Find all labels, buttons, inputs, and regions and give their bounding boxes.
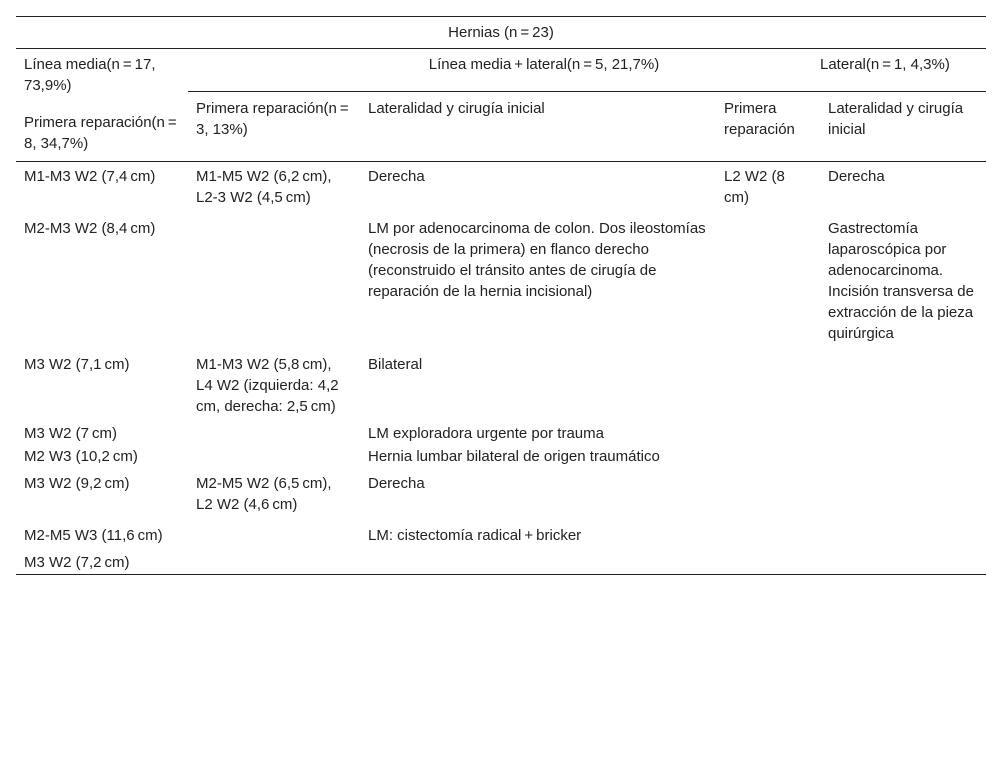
table-row [16,349,986,422]
cell-lateralidad-lateral: Gastrectomía laparoscópica por adenocarcinoma. Incisión transversa de extracción de la pieza quirúrgica [828,220,974,342]
subheader-primera-reparacion-lateral: Primera reparación [716,91,820,161]
cell-lateralidad-lateral [820,422,986,445]
cell-primera-reparacion-lateral: L2 W2 (8 cm) [724,168,788,206]
table-row [16,520,986,551]
cell-lateralidad: Hernia lumbar bilateral de origen traumático [368,448,660,465]
cell-primera-reparacion-lateral [716,422,820,445]
cell-linea-media: M2-M5 W3 (11,6 cm) [24,527,163,544]
cell-primera-reparacion-lateral [716,349,820,422]
table-row [16,551,986,575]
cell-primera-reparacion [188,520,360,551]
cell-lateralidad: LM: cistectomía radical + bricker [368,527,582,544]
cell-lateralidad-lateral [820,445,986,468]
hernias-table [16,16,986,575]
cell-linea-media: M3 W2 (7,1 cm) [24,356,130,373]
cell-lateralidad-lateral [820,520,986,551]
subheader-lateralidad-media-lateral: Lateralidad y cirugía inicial [360,91,716,161]
cell-linea-media: M3 W2 (9,2 cm) [24,475,130,492]
table-row [16,422,986,445]
cell-primera-reparacion: M1-M5 W2 (6,2 cm), L2-3 W2 (4,5 cm) [196,168,332,206]
subheader-lateralidad-lateral: Lateralidad y cirugía inicial [820,91,986,161]
group-lateral: Lateral(n = 1, 4,3%) [820,49,986,92]
table-title-row [16,17,986,49]
table-title: Hernias (n = 23) [16,17,986,49]
table-row [16,213,986,349]
table-row [16,468,986,520]
cell-primera-reparacion [188,551,360,575]
cell-lateralidad: Derecha [368,475,425,492]
table-row [16,445,986,468]
cell-primera-reparacion [188,422,360,445]
cell-lateralidad: Bilateral [368,356,423,373]
cell-lateralidad-lateral [820,468,986,520]
cell-linea-media: M1-M3 W2 (7,4 cm) [24,168,156,185]
group-linea-media: Línea media(n = 17, 73,9%) Primera reparación(n = 8, 34,7%) [16,49,188,162]
cell-primera-reparacion-lateral [716,468,820,520]
cell-primera-reparacion-lateral [716,520,820,551]
subheader-primera-reparacion-media: Primera reparación(n = 8, 34,7%) [24,114,180,152]
cell-lateralidad-lateral [820,551,986,575]
cell-lateralidad [360,551,716,575]
cell-primera-reparacion-lateral [716,213,820,349]
cell-primera-reparacion [188,445,360,468]
cell-linea-media: M3 W2 (7,2 cm) [16,551,188,575]
cell-primera-reparacion [188,213,360,349]
cell-lateralidad-lateral: Derecha [828,168,885,185]
cell-linea-media: M3 W2 (7 cm) [24,425,118,442]
cell-lateralidad-lateral [820,349,986,422]
cell-lateralidad: LM por adenocarcinoma de colon. Dos ileostomías (necrosis de la primera) en flanco derecho (reconstruido el tránsito antes de cirugía de reparación de la hernia incisional) [368,220,706,300]
cell-lateralidad: LM exploradora urgente por trauma [368,425,604,442]
cell-primera-reparacion-lateral [716,551,820,575]
cell-linea-media: M2 W3 (10,2 cm) [24,448,138,465]
cell-lateralidad: Derecha [368,168,425,185]
hernias-table-container [16,16,986,575]
cell-primera-reparacion-lateral [716,445,820,468]
cell-linea-media: M2-M3 W2 (8,4 cm) [24,220,156,237]
subheader-primera-reparacion-media-lateral: Primera reparación(n = 3, 13%) [188,91,360,161]
cell-primera-reparacion: M1-M3 W2 (5,8 cm), L4 W2 (izquierda: 4,2 cm, derecha: 2,5 cm) [196,356,342,415]
cell-primera-reparacion: M2-M5 W2 (6,5 cm), L2 W2 (4,6 cm) [196,475,332,513]
table-row [16,162,986,214]
group-header-row [16,49,986,92]
group-linea-media-lateral: Línea media + lateral(n = 5, 21,7%) [188,49,820,92]
